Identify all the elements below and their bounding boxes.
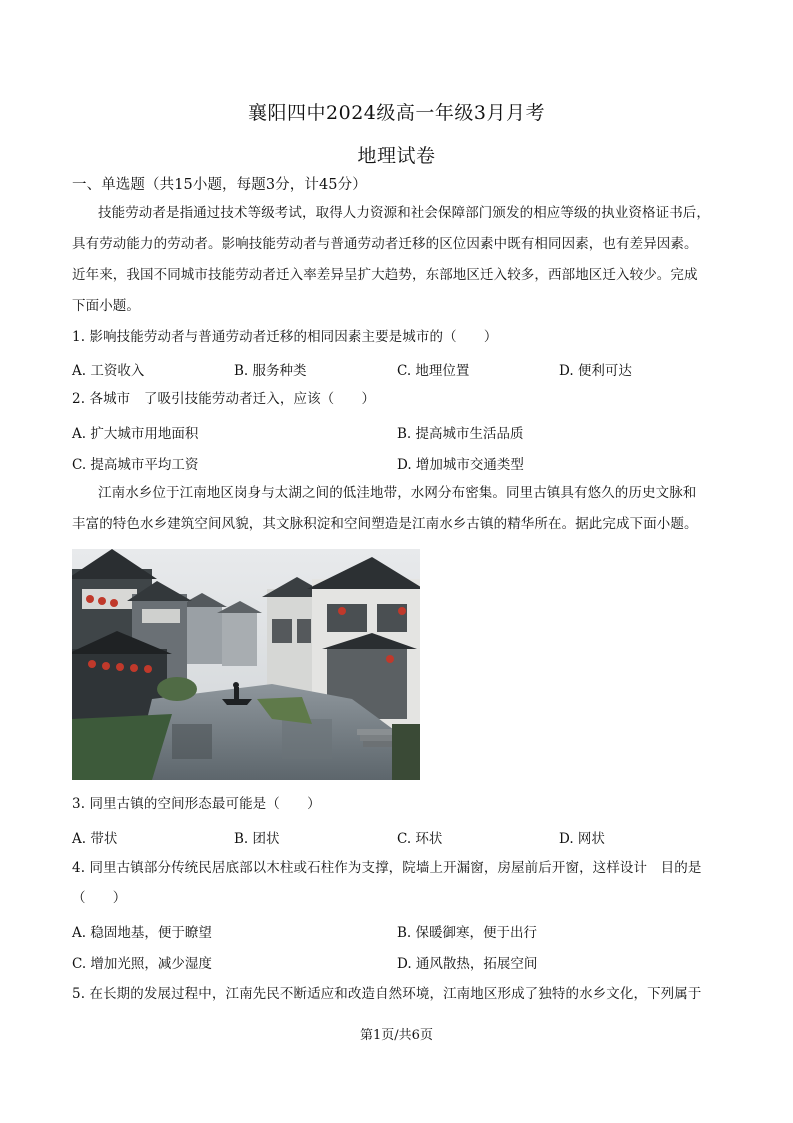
- question-1-option-d[interactable]: D. 便利可达: [559, 363, 632, 379]
- question-3-stem: 3. 同里古镇的空间形态最可能是（ ）: [72, 796, 321, 812]
- question-2-stem: 2. 各城市 了吸引技能劳动者迁入，应该（ ）: [72, 391, 376, 407]
- passage1-line: 技能劳动者是指通过技术等级考试，取得人力资源和社会保障部门颁发的相应等级的执业资格证书后，: [98, 205, 710, 221]
- question-2-option-c[interactable]: C. 提高城市平均工资: [72, 457, 199, 473]
- question-5-stem: 5. 在长期的发展过程中，江南先民不断适应和改造自然环境，江南地区形成了独特的水乡文化，下列属于: [72, 986, 702, 1002]
- question-4-stem: 4. 同里古镇部分传统民居底部以木柱或石柱作为支撑，院墙上开漏窗，房屋前后开窗，这样设计 目的是: [72, 860, 702, 876]
- section-heading: 一、单选题（共15小题，每题3分，计45分）: [72, 177, 367, 193]
- exam-subtitle: 地理试卷: [357, 145, 436, 167]
- question-1-option-c[interactable]: C. 地理位置: [397, 363, 470, 379]
- question-4-option-a[interactable]: A. 稳固地基，便于瞭望: [72, 925, 212, 941]
- passage1-line: 具有劳动能力的劳动者。影响技能劳动者与普通劳动者迁移的区位因素中既有相同因素，也有差异因素。: [72, 236, 698, 252]
- question-3-option-a[interactable]: A. 带状: [72, 831, 118, 847]
- water-town-illustration: [72, 549, 420, 780]
- question-1-stem: 1. 影响技能劳动者与普通劳动者迁移的相同因素主要是城市的（ ）: [72, 329, 498, 345]
- passage2-line: 江南水乡位于江南地区岗身与太湖之间的低洼地带，水网分布密集。同里古镇具有悠久的历史文脉和: [98, 485, 697, 501]
- question-2-option-a[interactable]: A. 扩大城市用地面积: [72, 426, 199, 442]
- question-3-option-c[interactable]: C. 环状: [397, 831, 443, 847]
- question-2-option-d[interactable]: D. 增加城市交通类型: [397, 457, 524, 473]
- water-town-photo: [72, 549, 420, 780]
- question-4-option-d[interactable]: D. 通风散热，拓展空间: [397, 956, 538, 972]
- question-4-option-b[interactable]: B. 保暖御寒，便于出行: [397, 925, 538, 941]
- passage2-line: 丰富的特色水乡建筑空间风貌，其文脉积淀和空间塑造是江南水乡古镇的精华所在。据此完成下面小题。: [72, 516, 698, 532]
- question-3-option-b[interactable]: B. 团状: [234, 831, 280, 847]
- passage1-line: 下面小题。: [72, 298, 140, 314]
- exam-title: 襄阳四中2024级高一年级3月月考: [248, 102, 545, 124]
- question-2-option-b[interactable]: B. 提高城市生活品质: [397, 426, 524, 442]
- question-1-option-b[interactable]: B. 服务种类: [234, 363, 307, 379]
- question-3-option-d[interactable]: D. 网状: [559, 831, 605, 847]
- page-number: 第1页/共6页: [360, 1028, 433, 1043]
- question-4-stem-bracket: （ ）: [72, 890, 127, 906]
- passage1-line: 近年来，我国不同城市技能劳动者迁入率差异呈扩大趋势，东部地区迁入较多，西部地区迁入较少。完成: [72, 267, 698, 283]
- question-4-option-c[interactable]: C. 增加光照，减少湿度: [72, 956, 212, 972]
- question-1-option-a[interactable]: A. 工资收入: [72, 363, 145, 379]
